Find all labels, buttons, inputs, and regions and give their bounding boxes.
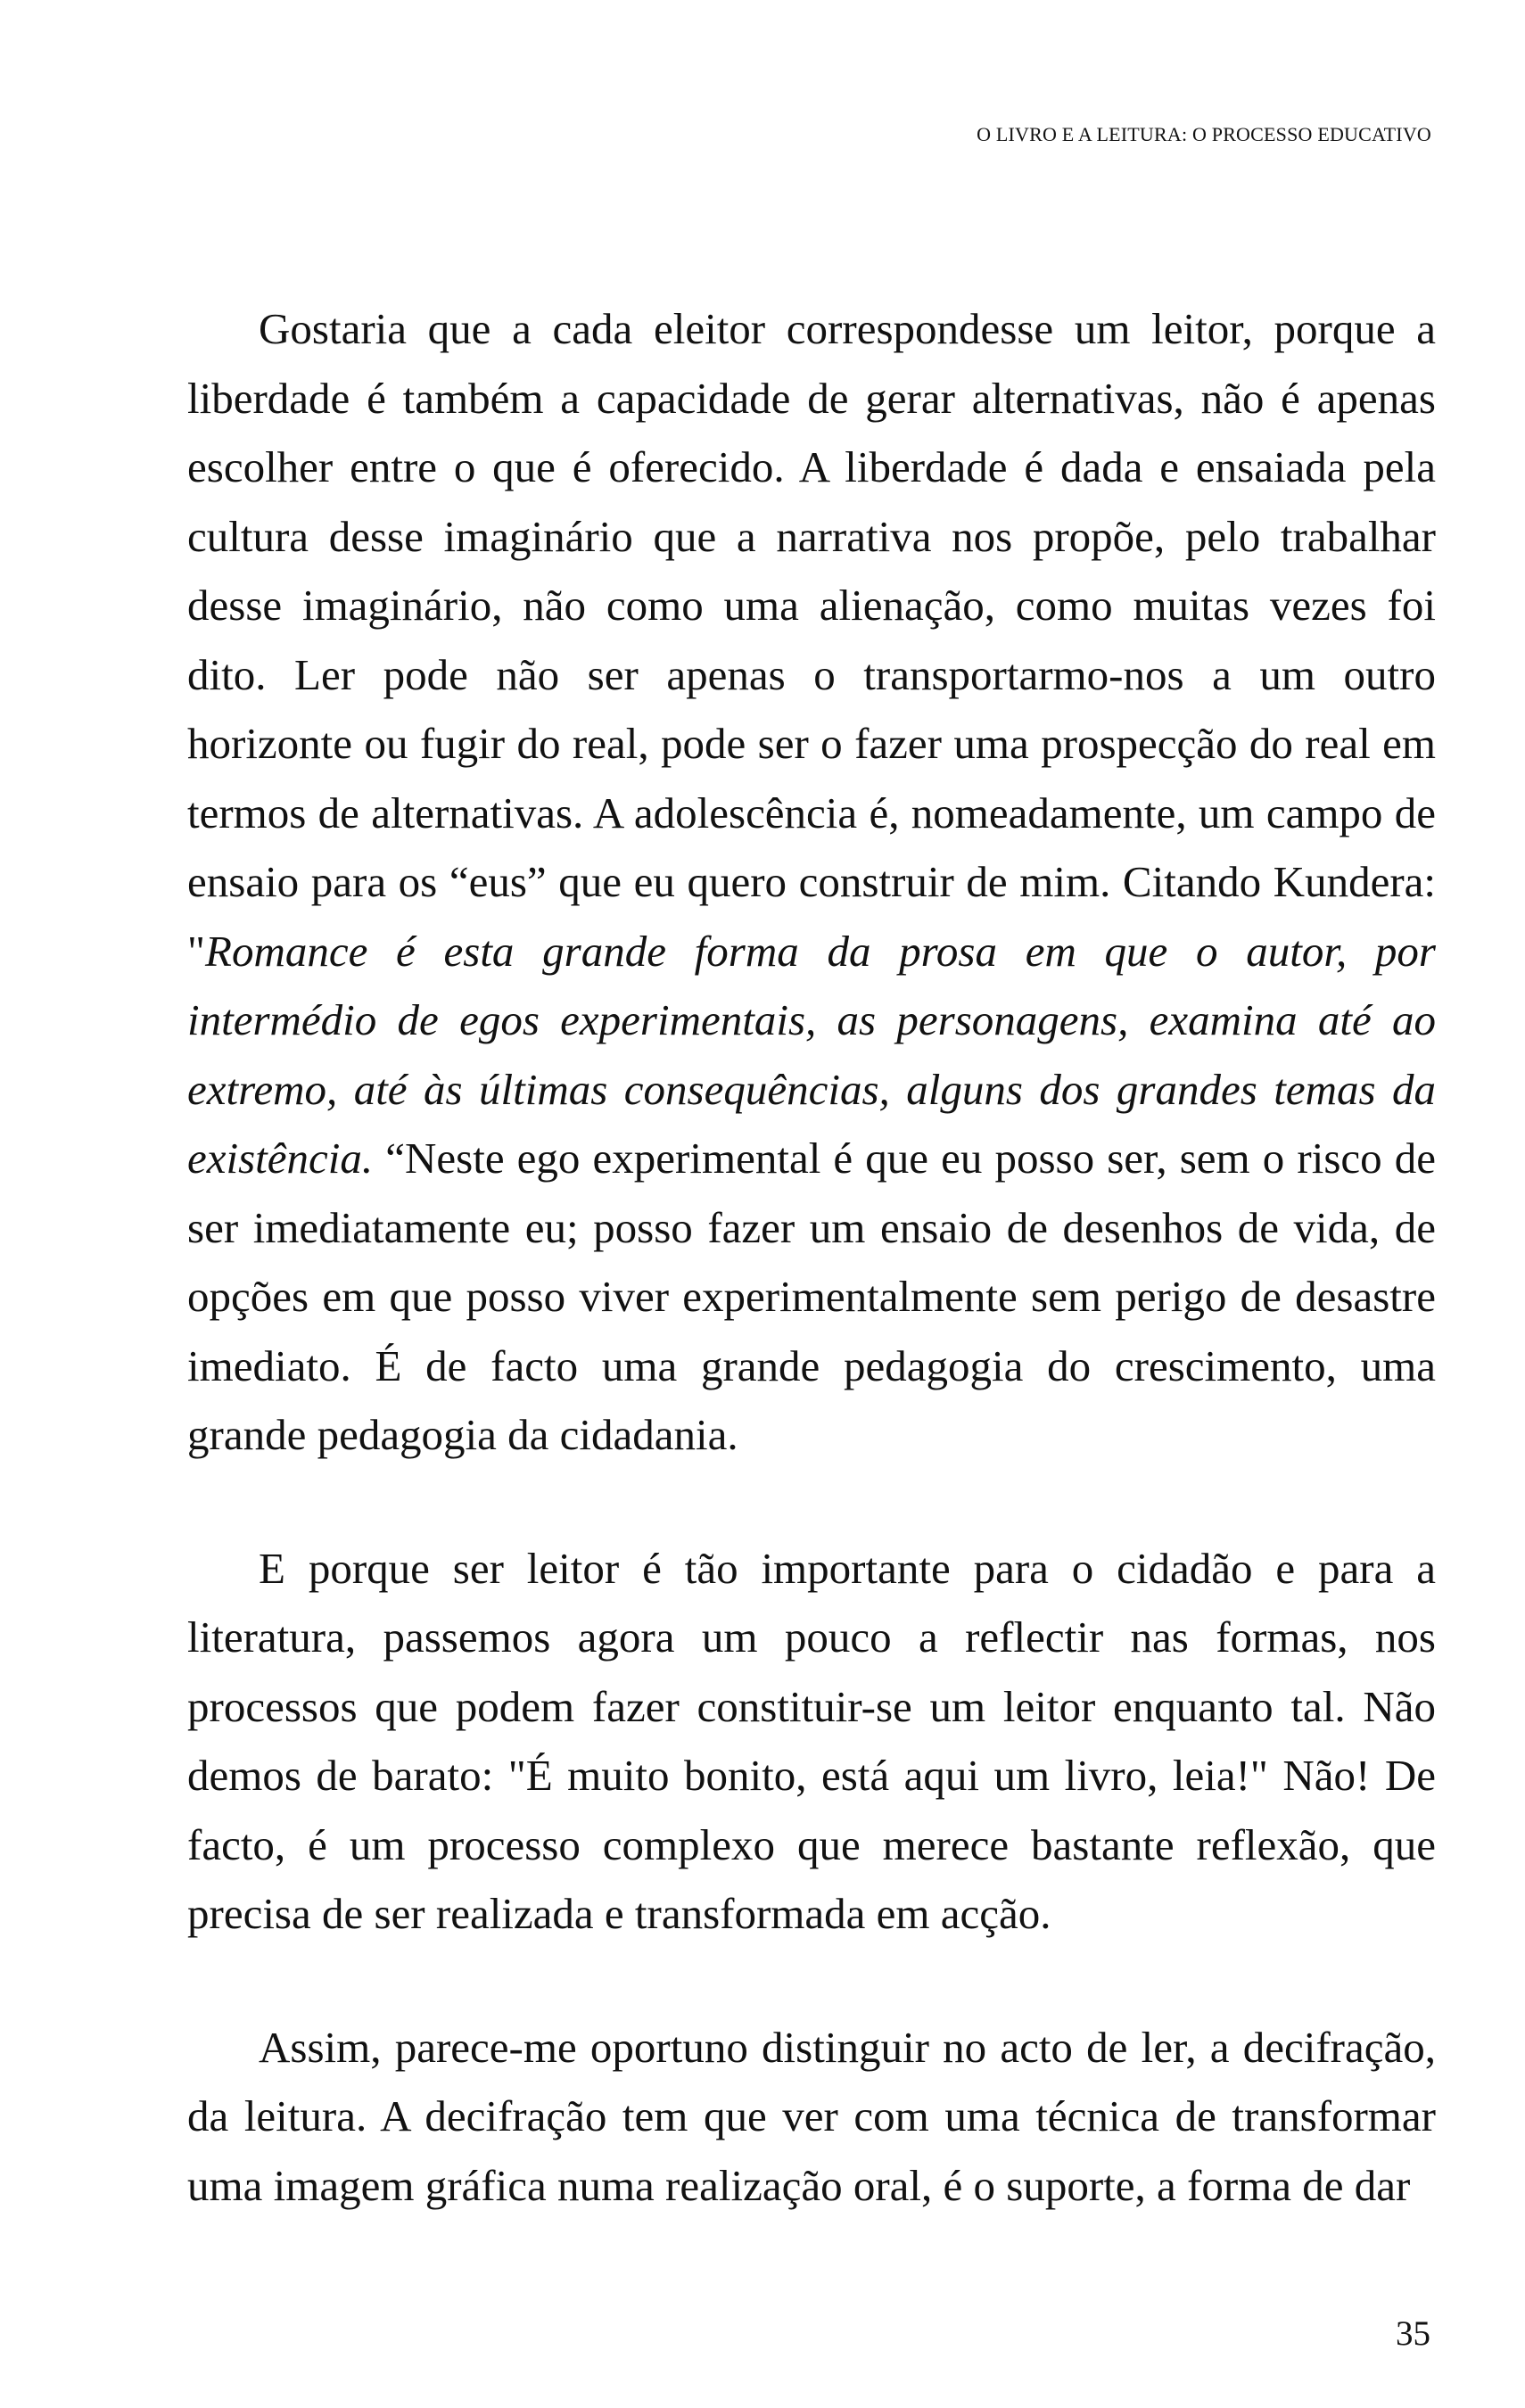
paragraph-1-continuation: “Neste ego experimental é que eu posso ser, sem o risco de ser imediatamente eu; posso fazer um ensaio de desenhos de vida, de opções em que posso viver experimentalmente sem perigo de desastre imediato. É de facto uma grande pedagogia do crescimento, uma grande pedagogia da cidadania. bbox=[187, 1134, 1436, 1459]
paragraph-3: Assim, parece-me oportuno distinguir no acto de ler, a decifração, da leitura. A decifração tem que ver com uma técnica de transformar uma imagem gráfica numa realização oral, é o suporte, a forma de dar bbox=[187, 2022, 1436, 2210]
paragraph-1-text: Gostaria que a cada eleitor correspondesse um leitor, porque a liberdade é também a capacidade de gerar alternativas, não é apenas escolher entre o que é oferecido. A liberdade é dada e ensaiada pela cultura desse imaginário que a narrativa nos propõe, pelo trabalhar desse imaginário, não como uma alienação, como muitas vezes foi dito. Ler pode não ser apenas o transportarmo-nos a um outro horizonte ou fugir do real, pode ser o fazer uma prospecção do real em termos de alternativas. A adolescência é, nomeadamente, um campo de ensaio para os “eus” que eu quero construir de mim. Citando Kundera: " bbox=[187, 304, 1436, 976]
paragraph-2: E porque ser leitor é tão importante para o cidadão e para a literatura, passemos agora um pouco a reflectir nas formas, nos processos que podem fazer constituir-se um leitor enquanto tal. Não demos de barato: "É muito bonito, está aqui um livro, leia!" Não! De facto, é um processo complexo que merece bastante reflexão, que precisa de ser realizada e transformada em acção. bbox=[187, 1543, 1436, 1938]
body-text bbox=[187, 294, 1436, 2220]
running-header: O LIVRO E A LEITURA: O PROCESSO EDUCATIVO bbox=[977, 123, 1431, 145]
page-number: 35 bbox=[1396, 2314, 1430, 2353]
paragraph-1 bbox=[187, 294, 1436, 1470]
kundera-quote: Romance é esta grande forma da prosa em que o autor, por intermédio de egos experimentais, as personagens, examina até ao extremo, até às últimas consequências, alguns dos grandes temas da existência. bbox=[187, 926, 1436, 1183]
